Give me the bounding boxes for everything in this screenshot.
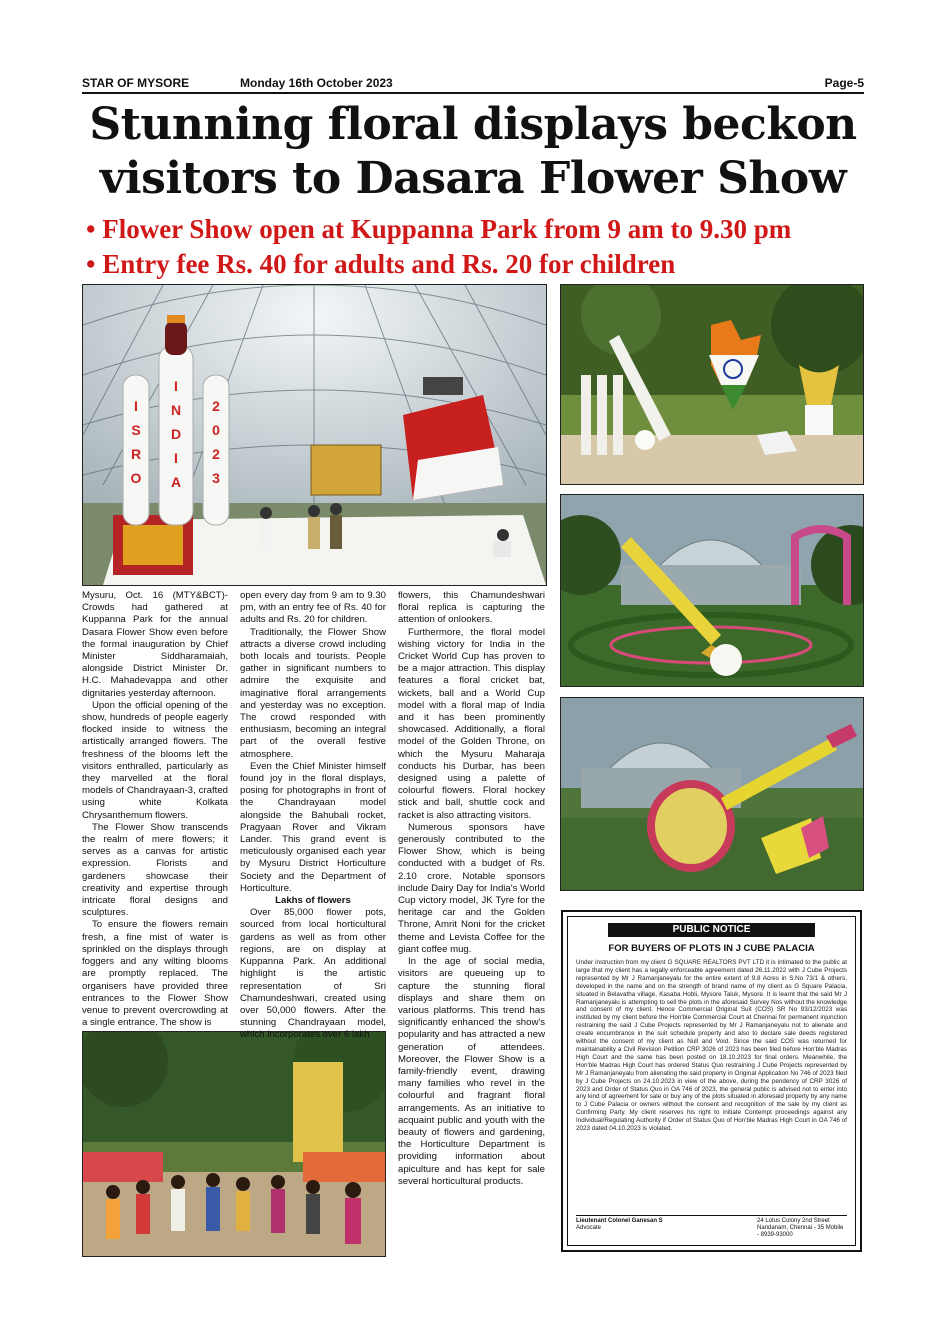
article-column-3 [398,590,545,1188]
photo-hockey-stick-floral [560,494,864,687]
masthead-rule [82,92,864,94]
bullet-timing: • Flower Show open at Kuppanna Park from 9 am to 9.30 pm [86,214,792,244]
article-paragraph: Numerous sponsors have generously contributed to the Flower Show, which is being conducted with a budget of Rs. 2.10 crore. Notable sponsors include Dairy Day for India's World Cup victory model, JK Tyre for the heritage car and the Golden Throne, Amrit Noni for the cricket theme and Levista Coffee for the giant coffee mug. [398,821,545,955]
article-paragraph: Furthermore, the floral model wishing victory for India in the Cricket World Cup has proven to be a major attraction. This display features a floral cricket bat, wickets, ball and a World Cup model with a floral map of India and it has been prominently showcased. Additionally, a floral model of the Golden Throne, on which the Mysuru Maharaja conducts his Durbar, has been designed using a palette of colourful flowers. Floral hockey stick and ball, shuttle cock and racket is also attracting visitors. [398,626,545,821]
rocket-digit-2: 2 [212,398,220,414]
headline [60,98,886,206]
article-paragraph: open every day from 9 am to 9.30 pm, with an entry fee of Rs. 40 for adults and Rs. 20 for children. [240,590,386,626]
article-paragraph: Traditionally, the Flower Show attracts a diverse crowd including both locals and tourists. People gather in significant numbers to admire the exquisite and imaginative floral arrangements and yesterday was no exception. The crowd responded with enthusiasm, becoming an integral part of the overall festive atmosphere. [240,626,386,760]
public-notice-title: PUBLIC NOTICE [608,923,815,937]
article-paragraph: In the age of social media, visitors are queueing up to capture the stunning floral displays and share them on various platforms. This trend has significantly enhanced the show's popularity and has attracted a new generation of attendees. Moreover, the Flower Show is a family-friendly event, drawing many families who revel in the colourful and fragrant floral arrangements. As an initiative to acquaint public and youth with the beauty of flowers and gardening, the Horticulture Department is providing information about apiculture and has kept for sale several horticultural products. [398,956,545,1187]
article-paragraph: Upon the official opening of the show, hundreds of people eagerly flocked inside to witness the artistically arranged flowers. The freshness of the blooms left the visitors enthralled, particularly as they marvelled at the floral models of Chandrayaan-3, crafted using white Kolkata Chrysanthemum flowers. [82,699,228,821]
issue-date: Monday 16th October 2023 [240,76,393,90]
article-paragraph: The Flower Show transcends the realm of mere flowers; it serves as a canvas for artistic expression. Florists and gardeners showcase their creativity and expertise through intricate floral designs and sculptures. [82,821,228,919]
rocket-letter-n: N [170,402,182,418]
public-notice-footer [576,1215,847,1239]
rocket-letter-a: A [170,474,182,490]
crowd-illustration [83,1032,385,1256]
article-paragraph: Even the Chief Minister himself found joy in the floral displays, posing for photographs in front of the Chandrayaan model alongside the Bahubali rocket, Pragyaan Rover and Vikram Lander. This grand event is meticulously organised each year by Mysuru District Horticulture Society and the Department of Horticulture. [240,760,386,894]
page-number: Page-5 [824,76,864,90]
article-subhead: Lakhs of flowers [275,895,351,907]
rocket-letter-o: O [130,470,142,486]
rocket-letter-i3: I [134,398,138,414]
notice-signatory: Lieutenant Colonel Ganesan S [576,1218,663,1224]
notice-signatory-role: Advocate [576,1225,602,1231]
main-photo-glasshouse-rocket [82,284,547,586]
article-paragraph: flowers, this Chamundeshwari floral replica is capturing the attention of onlookers. [398,590,545,626]
photo-cricket-world-cup-floral [560,284,864,485]
rocket-digit-2b: 2 [212,446,220,462]
public-notice-frame [567,916,856,1246]
public-notice-subtitle: FOR BUYERS OF PLOTS IN J CUBE PALACIA [608,943,815,954]
rocket-letter-d: D [170,426,182,442]
rocket-digit-3: 3 [212,470,220,486]
rocket-letter-s: S [131,422,141,438]
bullet-entry-fee: • Entry fee Rs. 40 for adults and Rs. 20 for children [86,249,676,279]
notice-address: 24 Lotus Colony 2nd Street Nandanam, Chennai - 35 Mobile - 8939-93000 [757,1218,844,1238]
masthead [82,76,864,92]
rocket-letter-i: I [174,378,178,394]
hockey-floral-illustration [561,495,863,686]
article-column-2 [240,590,386,1042]
public-notice-body: Under instruction from my client G SQUARE REALTORS PVT LTD it is intimated to the public at large that my client has a legally enforceable agreement dated 26.11.2022 with J Cube Projects represented by Mr J Ramanjaneyalu for the entire extent of 9.8 Acres in S.No 73/1 & others, developed in the name and on the strength of brand name of my client as G Square Palacia, situated in Belavatha village, Kasaba Hobli, Mysore Taluk, Mysore. It is learnt that the said Mr J Ramanjaneyalu is attempting to sell the plots in the aforesaid Survey Nos without the knowledge and consent of my client. Hence Commercial Original Suit (COS) SR No 93/12/2023 was instituted by my client before the Hon'ble Commercial Court at Chennai for permanent injunction restraining the said J Cube Projects represented by Mr J Ramanjaneyalu not to alienate and create encumbrance in the suit schedule property and also to declare sale deeds registered without the consent of my client as Null and Void. Since the said COS was returned for maintainability a Civil Revision Petition CRP 3026 of 2023 has been filed before Hon'ble Madras High Court and the same has been posted on 18.10.2023 for final orders. Meanwhile, the Hon'ble Madras High Court has ordered Status Quo restraining J Cube Projects represented by Mr J Ramanjaneyalu from alienating the said property in Original Application No 746 of 2023 filed by J Cube Projects on 24.10.2023 in view of the above, during the pendency of CRP 3026 of 2023 and Order of Status Quo in OA 746 of 2023, the general public is advised not to enter into any kind of agreement for sale or buy any of the plots situated in aforesaid property by any name to J Cube Palacia or owners without the consent and recognition of the sale by my client as Confirming Party. My client reserves his right to initiate Contempt proceedings against any Individual/Regulating Authority if Order of Status Quo of Hon'ble Madras High Court in OA 746 of 2023 dated 04.10.2023 is violated. [576,959,847,1133]
rocket-letter-i2: I [174,450,178,466]
glasshouse-rocket-illustration [83,285,546,585]
photo-badminton-racket-floral [560,697,864,891]
public-notice-box [561,910,862,1252]
photo-crowd-visitors [82,1031,386,1257]
article-paragraph: Over 85,000 flower pots, sourced from local horticultural gardens as well as from other regions, are on display at Kuppanna Park. An additional highlight is the artistic representation of Sri Chamundeshwari, created using over 50,000 flowers. After the stunning Chandrayaan model, which incorporates over 6 lakh [240,907,386,1041]
rocket-digit-0: 0 [212,422,220,438]
article-paragraph: Mysuru, Oct. 16 (MTY&BCT)- Crowds had gathered at Kuppanna Park for the annual Dasara Flower Show even before the formal inauguration by Chief Minister Siddharamaiah, alongside District Minister Dr. H.C. Mahadevappa and other dignitaries yesterday afternoon. [82,590,228,699]
article-column-1 [82,590,228,1029]
cricket-floral-illustration [561,285,863,484]
badminton-floral-illustration [561,698,863,890]
headline-line-1: Stunning floral displays beckon [89,99,857,150]
article-paragraph: To ensure the flowers remain fresh, a fine mist of water is sprinkled on the displays through foggers and any wilting blooms are promptly replaced. The organisers have provided three entrances to the Flower Show venue to prevent overcrowding at a single entrance. The show is [82,919,228,1029]
rocket-letter-r: R [130,446,142,462]
publication-name: STAR OF MYSORE [82,76,190,90]
headline-line-2: visitors to Dasara Flower Show [99,153,847,204]
subhead-bullets [86,212,886,282]
